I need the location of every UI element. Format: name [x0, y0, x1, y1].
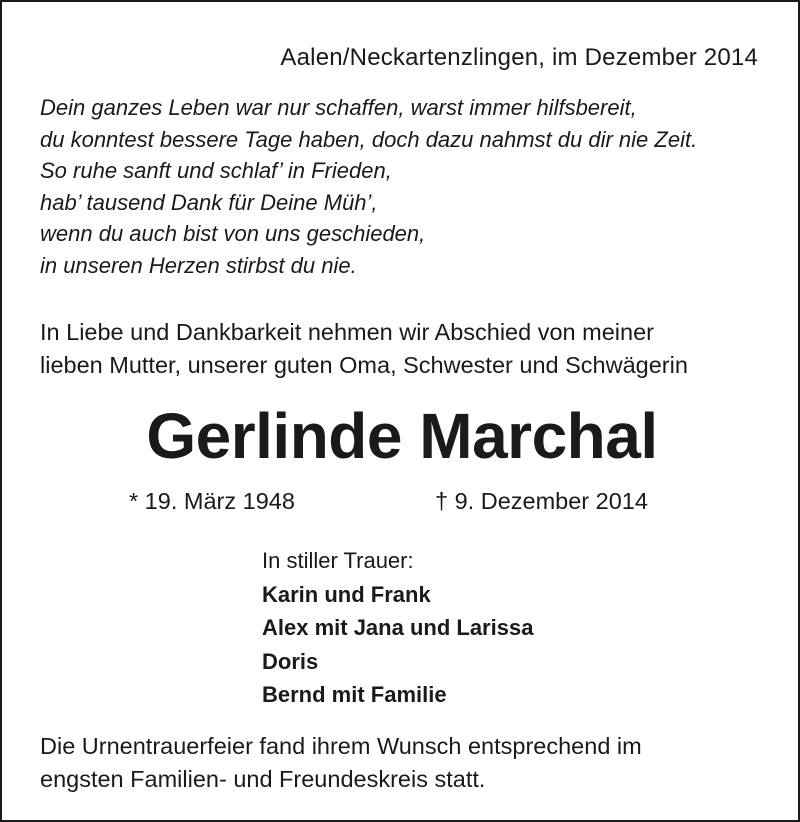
poem-line: du konntest bessere Tage haben, doch dazu nahmst du dir nie Zeit.	[40, 126, 698, 152]
poem-line: in unseren Herzen stirbst du nie.	[40, 252, 357, 278]
notice-line: Die Urnentrauerfeier fand ihrem Wunsch entsprechend im	[40, 733, 642, 759]
intro-text	[40, 316, 688, 382]
mourners-label: In stiller Trauer:	[262, 548, 414, 573]
mourner-name: Bernd mit Familie	[262, 682, 447, 707]
mourner-name: Doris	[262, 648, 319, 674]
birth-date: * 19. März 1948	[129, 488, 295, 514]
poem-line: So ruhe sanft und schlaf’ in Frieden,	[40, 158, 392, 183]
poem-line: hab’ tausend Dank für Deine Müh’,	[40, 189, 378, 215]
place-date: Aalen/Neckartenzlingen, im Dezember 2014	[280, 44, 758, 71]
poem	[40, 92, 697, 281]
mourners-block	[262, 544, 533, 712]
notice-line: engsten Familien- und Freundeskreis statt.	[40, 766, 486, 792]
intro-line: In Liebe und Dankbarkeit nehmen wir Abschied von meiner	[40, 319, 654, 345]
poem-line: Dein ganzes Leben war nur schaffen, warst immer hilfsbereit,	[40, 95, 637, 120]
deceased-name: Gerlinde Marchal	[146, 400, 658, 472]
poem-line: wenn du auch bist von uns geschieden,	[40, 221, 426, 246]
intro-line: lieben Mutter, unserer guten Oma, Schwester und Schwägerin	[40, 352, 688, 378]
mourner-name: Karin und Frank	[262, 581, 431, 607]
death-date: † 9. Dezember 2014	[435, 488, 648, 514]
mourner-name: Alex mit Jana und Larissa	[262, 615, 534, 640]
funeral-notice	[40, 730, 642, 796]
